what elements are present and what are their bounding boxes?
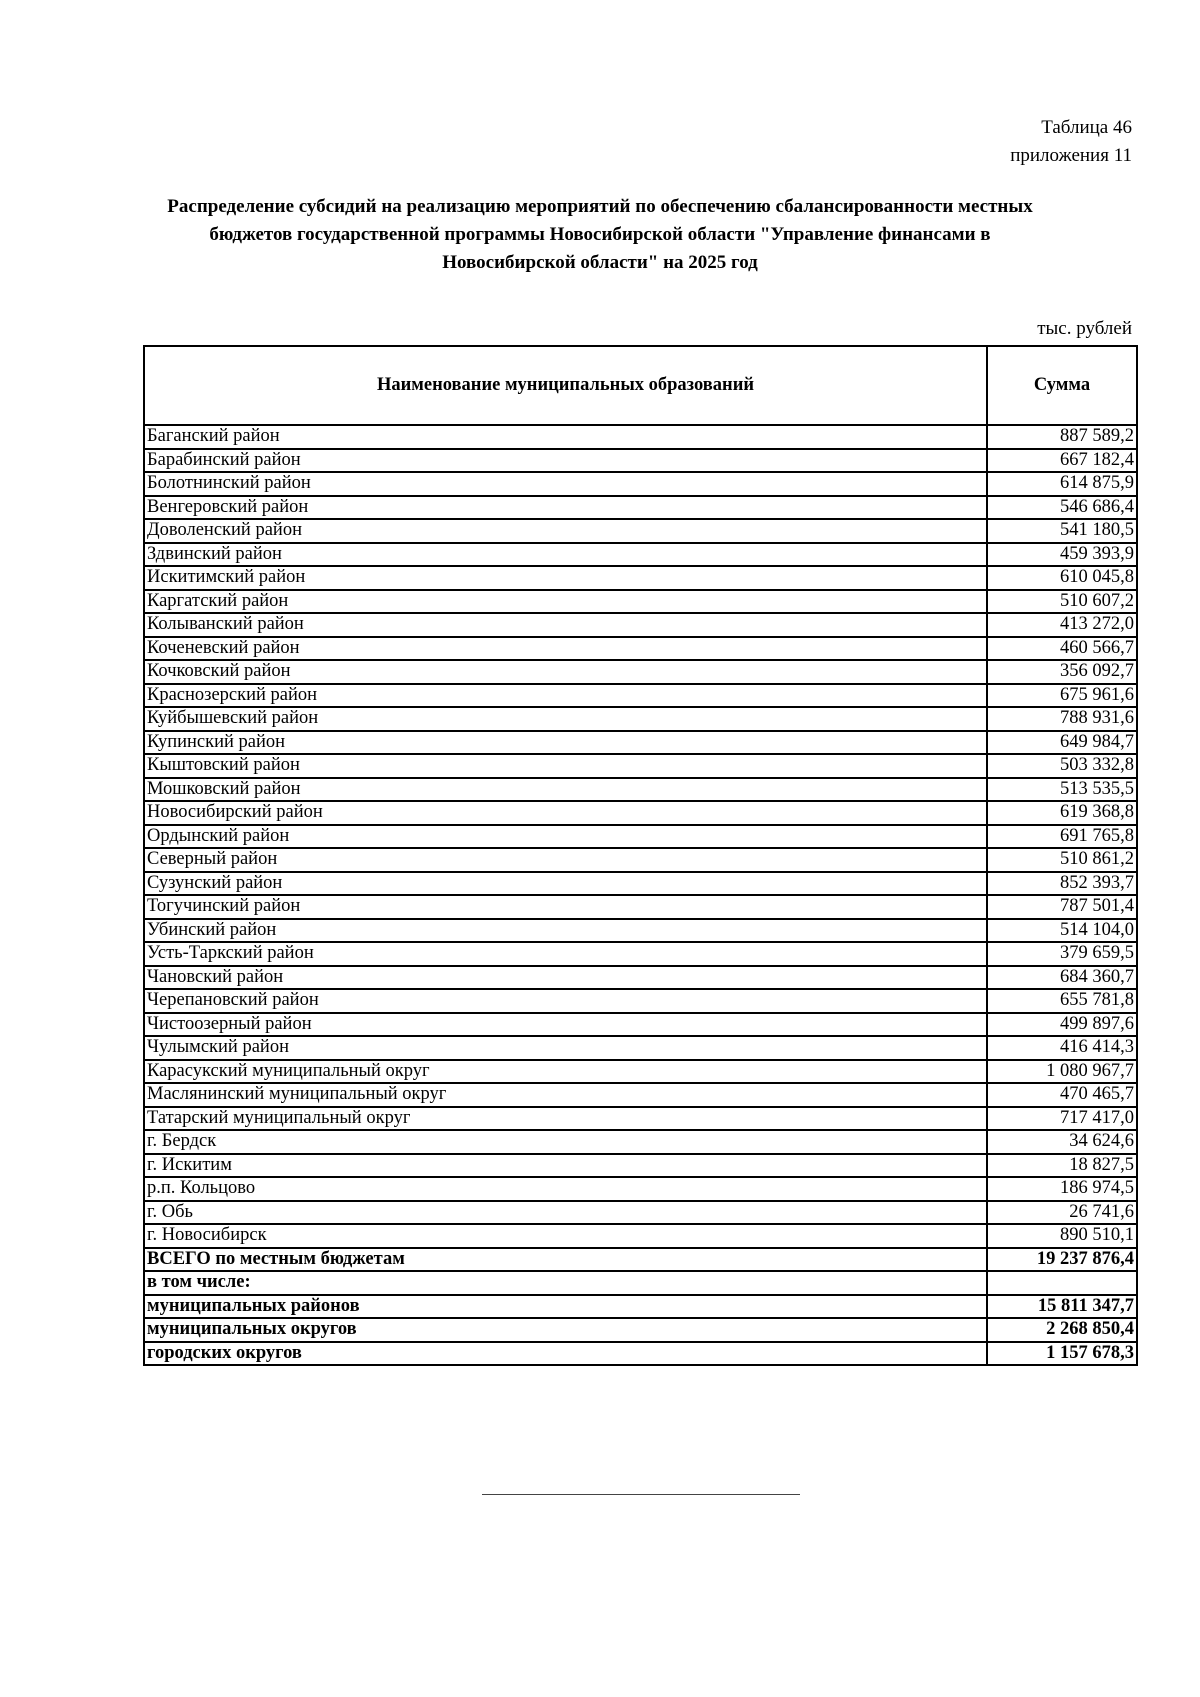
amount-cell: 619 368,8 xyxy=(987,801,1137,825)
amount-cell: 890 510,1 xyxy=(987,1224,1137,1248)
municipality-name: Маслянинский муниципальный округ xyxy=(144,1083,987,1107)
table-row xyxy=(144,989,1137,1013)
amount-cell: 510 861,2 xyxy=(987,848,1137,872)
table-row xyxy=(144,778,1137,802)
amount-cell: 852 393,7 xyxy=(987,872,1137,896)
amount-cell: 1 080 967,7 xyxy=(987,1060,1137,1084)
municipality-name: Ордынский район xyxy=(144,825,987,849)
table-row xyxy=(144,825,1137,849)
table-row xyxy=(144,966,1137,990)
municipality-name: Куйбышевский район xyxy=(144,707,987,731)
total-row xyxy=(144,1295,1137,1319)
municipality-name: Каргатский район xyxy=(144,590,987,614)
municipality-name: муниципальных округов xyxy=(144,1318,987,1342)
municipality-name: Болотнинский район xyxy=(144,472,987,496)
amount-cell: 788 931,6 xyxy=(987,707,1137,731)
table-number-label: Таблица 46 xyxy=(1041,117,1132,138)
municipality-name: в том числе: xyxy=(144,1271,987,1295)
municipality-name: г. Новосибирск xyxy=(144,1224,987,1248)
amount-cell: 667 182,4 xyxy=(987,449,1137,473)
municipality-name: ВСЕГО по местным бюджетам xyxy=(144,1248,987,1272)
municipality-name: Карасукский муниципальный округ xyxy=(144,1060,987,1084)
amount-cell xyxy=(987,1271,1137,1295)
amount-cell: 514 104,0 xyxy=(987,919,1137,943)
amount-cell: 717 417,0 xyxy=(987,1107,1137,1131)
total-row xyxy=(144,1271,1137,1295)
municipality-name: городских округов xyxy=(144,1342,987,1366)
municipality-name: Кочковский район xyxy=(144,660,987,684)
municipality-name: Искитимский район xyxy=(144,566,987,590)
table-row xyxy=(144,425,1137,449)
municipality-name: Сузунский район xyxy=(144,872,987,896)
table-row xyxy=(144,731,1137,755)
table-row xyxy=(144,660,1137,684)
municipality-name: Северный район xyxy=(144,848,987,872)
table-row xyxy=(144,848,1137,872)
amount-cell: 19 237 876,4 xyxy=(987,1248,1137,1272)
table-row xyxy=(144,1107,1137,1131)
amount-cell: 614 875,9 xyxy=(987,472,1137,496)
amount-cell: 610 045,8 xyxy=(987,566,1137,590)
municipality-name: Мошковский район xyxy=(144,778,987,802)
amount-cell: 416 414,3 xyxy=(987,1036,1137,1060)
table-row xyxy=(144,801,1137,825)
table-header-row xyxy=(144,346,1137,425)
municipality-name: Чановский район xyxy=(144,966,987,990)
municipality-name: Чулымский район xyxy=(144,1036,987,1060)
amount-cell: 503 332,8 xyxy=(987,754,1137,778)
amount-cell: 499 897,6 xyxy=(987,1013,1137,1037)
municipality-name: Татарский муниципальный округ xyxy=(144,1107,987,1131)
amount-cell: 675 961,6 xyxy=(987,684,1137,708)
table-row xyxy=(144,895,1137,919)
municipality-name: р.п. Кольцово xyxy=(144,1177,987,1201)
table-row xyxy=(144,1036,1137,1060)
table-row xyxy=(144,449,1137,473)
table-row xyxy=(144,496,1137,520)
column-header-name: Наименование муниципальных образований xyxy=(144,346,987,425)
table-row xyxy=(144,472,1137,496)
table-row xyxy=(144,1130,1137,1154)
amount-cell: 691 765,8 xyxy=(987,825,1137,849)
total-row xyxy=(144,1318,1137,1342)
amount-cell: 459 393,9 xyxy=(987,543,1137,567)
municipality-name: Венгеровский район xyxy=(144,496,987,520)
table-row xyxy=(144,1201,1137,1225)
appendix-label: приложения 11 xyxy=(1010,145,1132,166)
table-row xyxy=(144,613,1137,637)
table-body xyxy=(144,425,1137,1365)
amount-cell: 26 741,6 xyxy=(987,1201,1137,1225)
municipality-name: Чистоозерный район xyxy=(144,1013,987,1037)
table-row xyxy=(144,707,1137,731)
table-row xyxy=(144,1154,1137,1178)
municipality-name: Купинский район xyxy=(144,731,987,755)
municipality-name: Доволенский район xyxy=(144,519,987,543)
amount-cell: 460 566,7 xyxy=(987,637,1137,661)
amount-cell: 34 624,6 xyxy=(987,1130,1137,1154)
total-row xyxy=(144,1342,1137,1366)
municipality-name: Усть-Таркский район xyxy=(144,942,987,966)
municipality-name: г. Искитим xyxy=(144,1154,987,1178)
table-row xyxy=(144,872,1137,896)
table-row xyxy=(144,519,1137,543)
amount-cell: 655 781,8 xyxy=(987,989,1137,1013)
amount-cell: 379 659,5 xyxy=(987,942,1137,966)
subsidy-table xyxy=(143,345,1138,1366)
document-title: Распределение субсидий на реализацию мероприятий по обеспечению сбалансированности местных бюджетов государственной программы Новосибирской области "Управление финансами в Новосибирской области" на 2025 год xyxy=(167,196,1033,273)
amount-cell: 649 984,7 xyxy=(987,731,1137,755)
amount-cell: 15 811 347,7 xyxy=(987,1295,1137,1319)
amount-cell: 2 268 850,4 xyxy=(987,1318,1137,1342)
amount-cell: 356 092,7 xyxy=(987,660,1137,684)
municipality-name: Здвинский район xyxy=(144,543,987,567)
table-row xyxy=(144,637,1137,661)
end-of-document-line xyxy=(482,1494,800,1495)
municipality-name: Краснозерский район xyxy=(144,684,987,708)
municipality-name: Коченевский район xyxy=(144,637,987,661)
table-row xyxy=(144,590,1137,614)
amount-cell: 413 272,0 xyxy=(987,613,1137,637)
table-row xyxy=(144,942,1137,966)
amount-cell: 18 827,5 xyxy=(987,1154,1137,1178)
amount-cell: 541 180,5 xyxy=(987,519,1137,543)
total-row xyxy=(144,1248,1137,1272)
amount-cell: 684 360,7 xyxy=(987,966,1137,990)
municipality-name: Убинский район xyxy=(144,919,987,943)
table-row xyxy=(144,1083,1137,1107)
municipality-name: Черепановский район xyxy=(144,989,987,1013)
municipality-name: Новосибирский район xyxy=(144,801,987,825)
table-row xyxy=(144,1013,1137,1037)
municipality-name: Барабинский район xyxy=(144,449,987,473)
table-row xyxy=(144,543,1137,567)
amount-cell: 887 589,2 xyxy=(987,425,1137,449)
table-row xyxy=(144,1060,1137,1084)
amount-cell: 1 157 678,3 xyxy=(987,1342,1137,1366)
table-row xyxy=(144,566,1137,590)
table-row xyxy=(144,754,1137,778)
municipality-name: Колыванский район xyxy=(144,613,987,637)
municipality-name: Кыштовский район xyxy=(144,754,987,778)
amount-cell: 787 501,4 xyxy=(987,895,1137,919)
municipality-name: Баганский район xyxy=(144,425,987,449)
table-row xyxy=(144,1224,1137,1248)
column-header-sum: Сумма xyxy=(987,346,1137,425)
units-label: тыс. рублей xyxy=(1037,318,1132,339)
table-row xyxy=(144,684,1137,708)
amount-cell: 546 686,4 xyxy=(987,496,1137,520)
municipality-name: муниципальных районов xyxy=(144,1295,987,1319)
municipality-name: г. Бердск xyxy=(144,1130,987,1154)
amount-cell: 510 607,2 xyxy=(987,590,1137,614)
municipality-name: Тогучинский район xyxy=(144,895,987,919)
table-row xyxy=(144,919,1137,943)
amount-cell: 470 465,7 xyxy=(987,1083,1137,1107)
amount-cell: 513 535,5 xyxy=(987,778,1137,802)
amount-cell: 186 974,5 xyxy=(987,1177,1137,1201)
table-row xyxy=(144,1177,1137,1201)
municipality-name: г. Обь xyxy=(144,1201,987,1225)
